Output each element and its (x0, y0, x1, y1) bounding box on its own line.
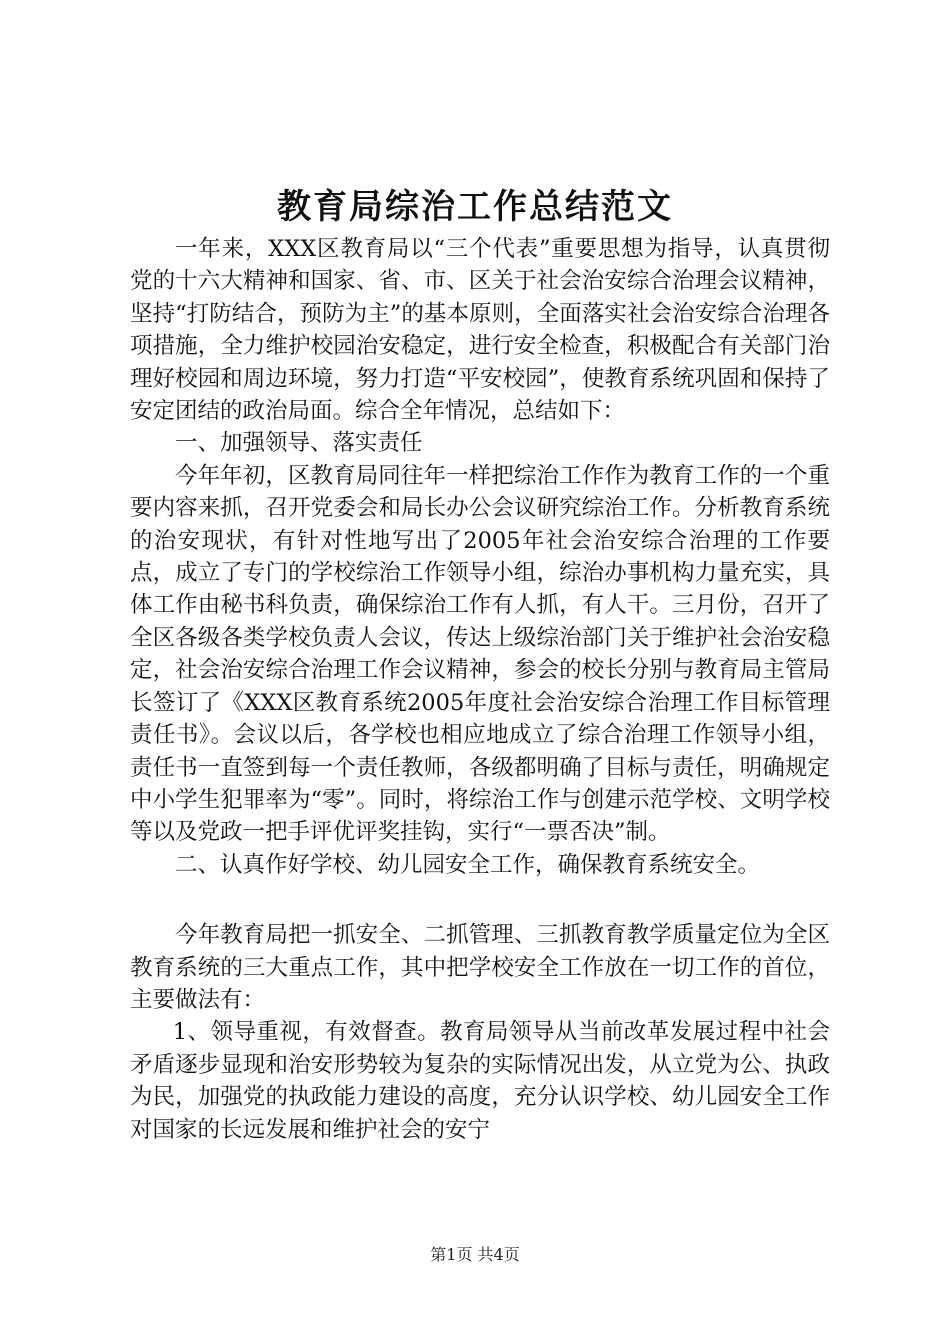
section-2-paragraph: 今年教育局把一抓安全、二抓管理、三抓教育教学质量定位为全区教育系统的三大重点工作，其中把学校安全工作放在一切工作的首位，主要做法有： (130, 922, 830, 1013)
document-body (130, 233, 830, 1146)
intro-paragraph: 一年来，XXX区教育局以“三个代表”重要思想为指导，认真贯彻党的十六大精神和国家、省、市、区关于社会治安综合治理会议精神，坚持“打防结合，预防为主”的基本原则，全面落实社会治安综合治理各项措施，全力维护校园治安稳定，进行安全检查，积极配合有关部门治理好校园和周边环境，努力打造“平安校园”，使教育系统巩固和保持了安定团结的政治局面。综合全年情况，总结如下： (130, 236, 830, 425)
section-2-item-1: 1、领导重视，有效督查。教育局领导从当前改革发展过程中社会矛盾逐步显现和治安形势较为复杂的实际情况出发，从立党为公、执政为民，加强党的执政能力建设的高度，充分认识学校、幼儿园安全工作对国家的长远发展和维护社会的安宁 (130, 1019, 830, 1143)
document-title: 教育局综治工作总结范文 (277, 187, 673, 227)
paragraph-spacer (130, 881, 830, 919)
section-heading-1: 一、加强领导、落实责任 (175, 430, 423, 457)
section-1-paragraph: 今年年初，区教育局同往年一样把综治工作作为教育工作的一个重要内容来抓，召开党委会和局长办公会议研究综治工作。分析教育系统的治安现状，有针对性地写出了2005年社会治安综合治理的工作要点，成立了专门的学校综治工作领导小组，综治办事机构力量充实，具体工作由秘书科负责，确保综治工作有人抓，有人干。三月份，召开了全区各级各类学校负责人会议，传达上级综治部门关于维护社会治安稳定，社会治安综合治理工作会议精神，参会的校长分别与教育局主管局长签订了《XXX区教育系统2005年度社会治安综合治理工作目标管理责任书》。会议以后，各学校也相应地成立了综合治理工作领导小组，责任书一直签到每一个责任教师，各级都明确了目标与责任，明确规定中小学生犯罪率为“零”。同时，将综治工作与创建示范学校、文明学校等以及党政一把手评优评奖挂钩，实行“一票否决”制。 (130, 462, 830, 846)
section-heading-2: 二、认真作好学校、幼儿园安全工作，确保教育系统安全。 (175, 851, 761, 878)
page-footer: 第1页 共4页 (430, 1245, 520, 1264)
